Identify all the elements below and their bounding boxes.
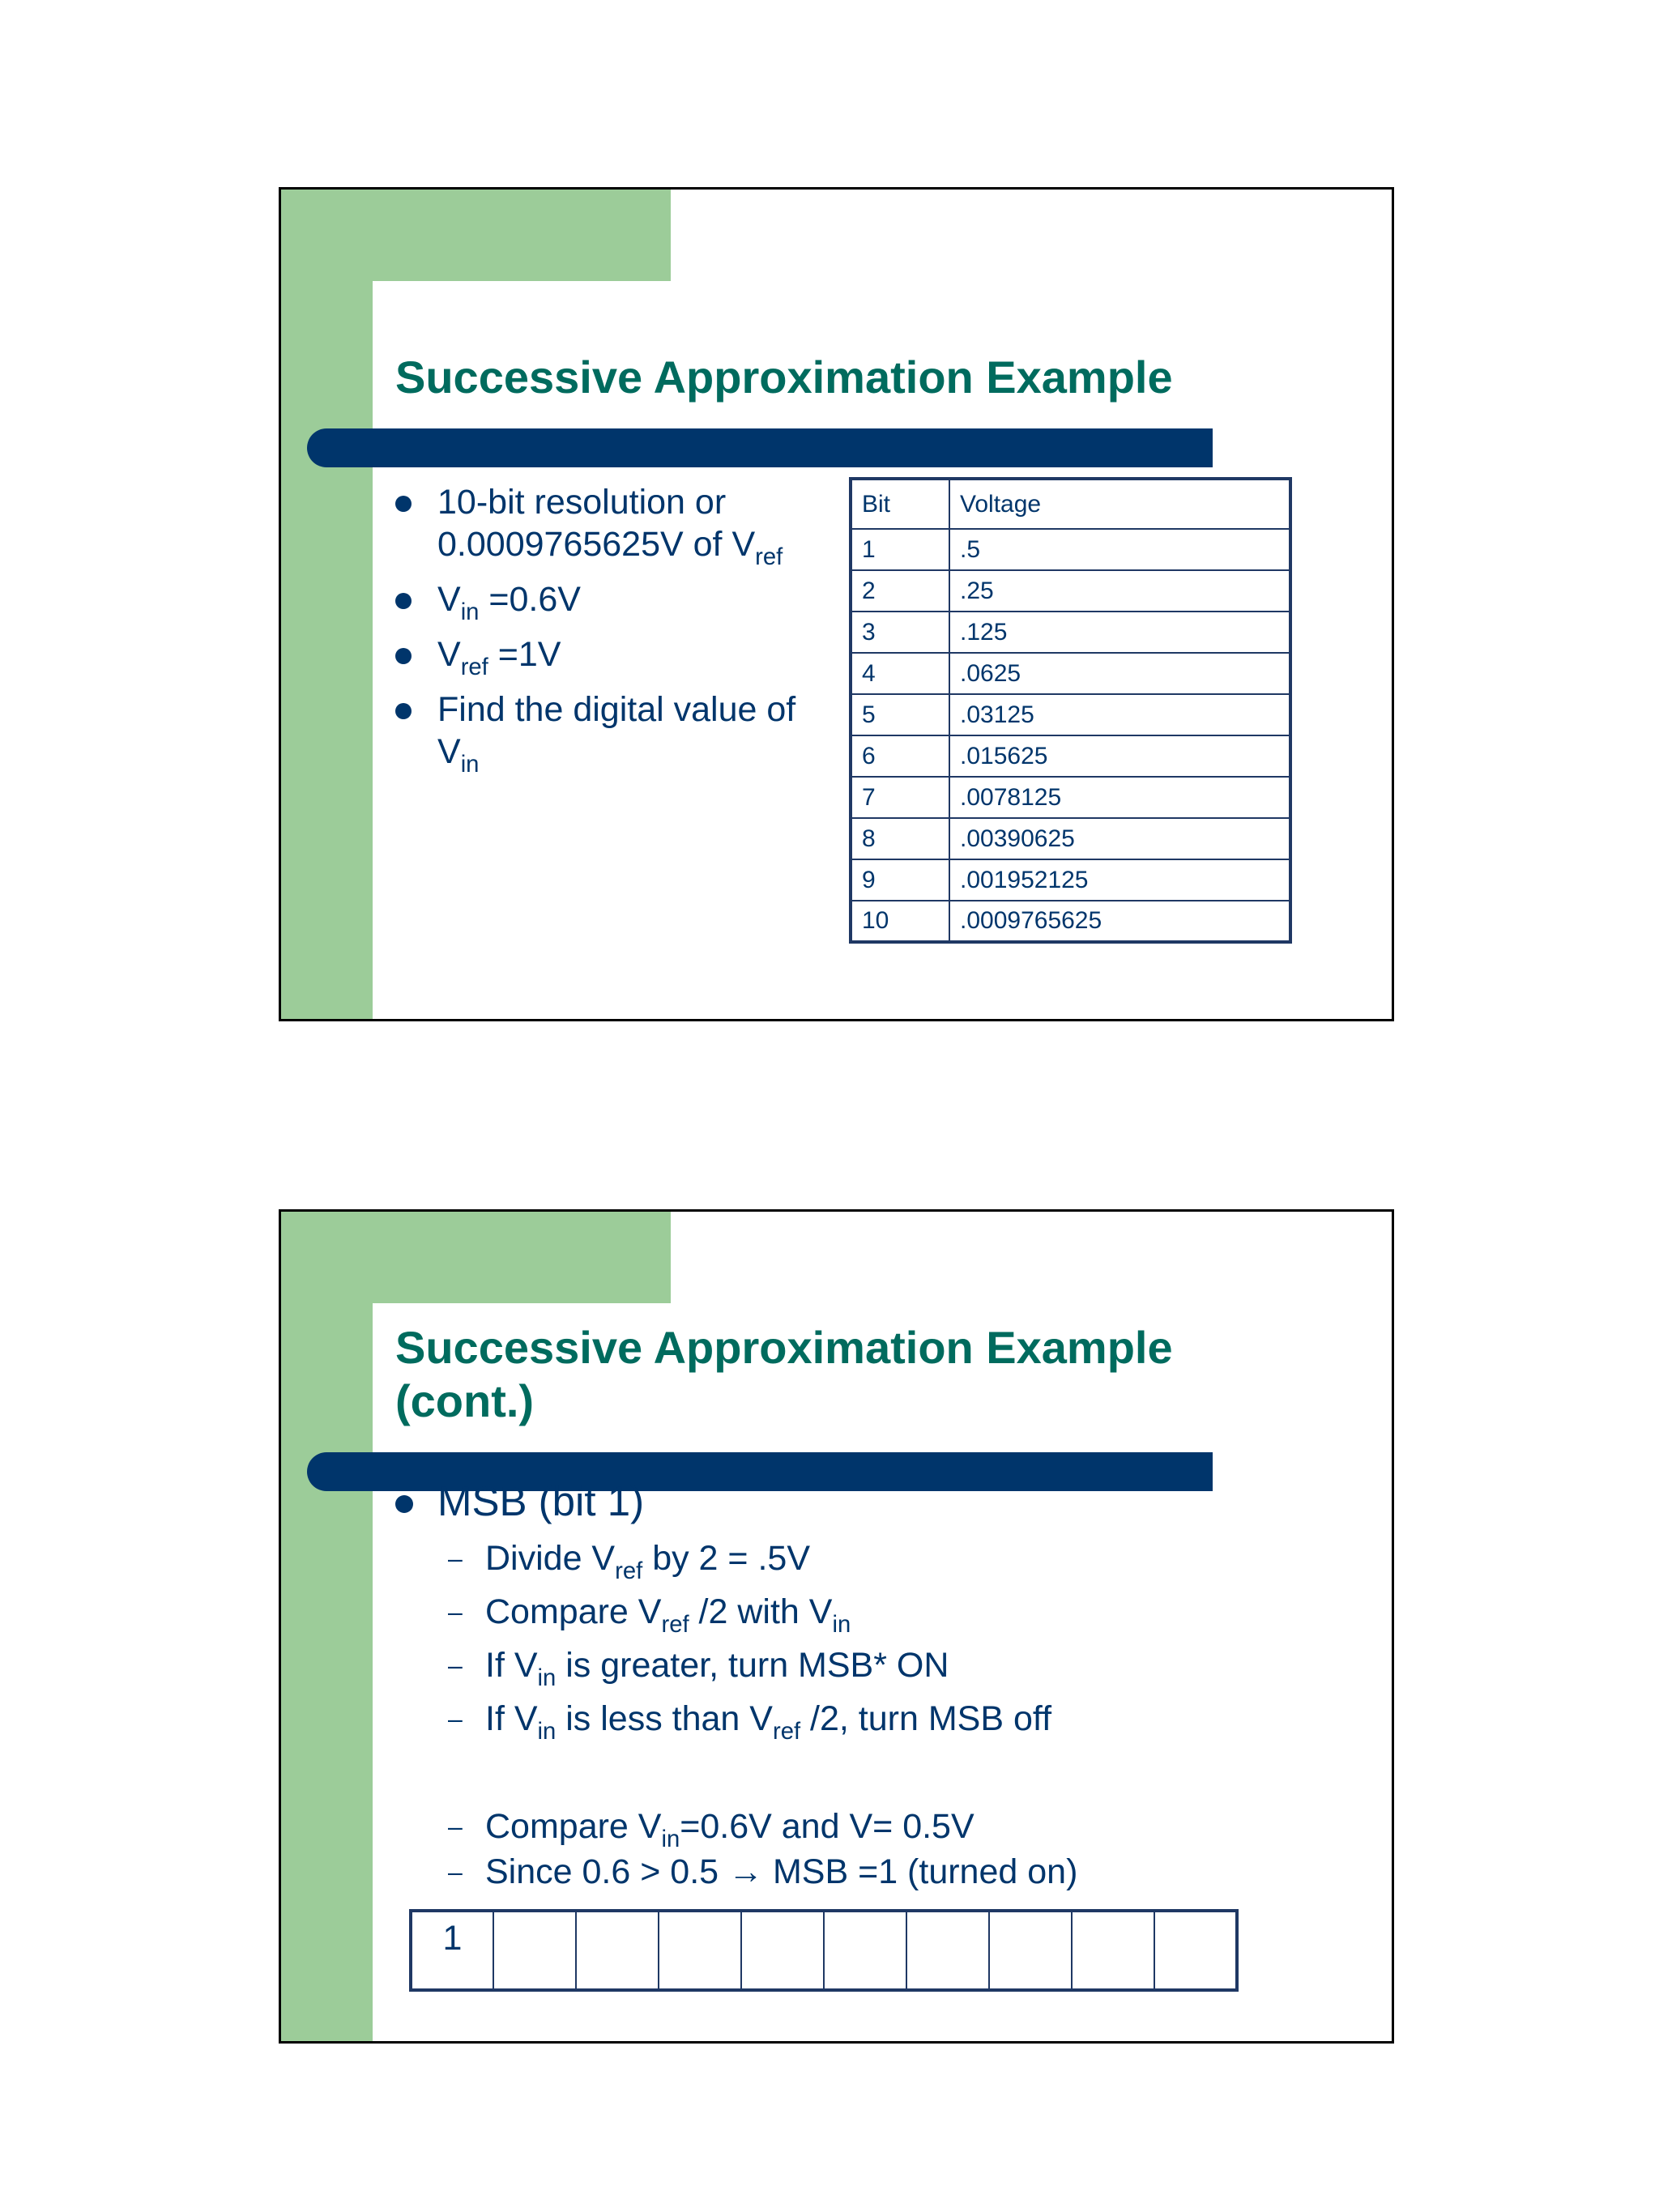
bit-cell <box>576 1911 659 1990</box>
table-cell: .03125 <box>949 694 1290 735</box>
table-cell: .001952125 <box>949 859 1290 901</box>
sub-bullet-compare-values: – Compare $V_{in}=0.6V$ and V= 0.5V <box>448 1804 1077 1849</box>
table-cell: .00390625 <box>949 818 1290 859</box>
slide-title-line-1: Successive Approximation Example <box>395 1322 1173 1373</box>
sub-bullet-compare: – Compare $V_{ref}$ /2 with $V_{in}$ <box>448 1585 1051 1639</box>
bit-cell: 1 <box>411 1911 493 1990</box>
table-cell: 9 <box>851 859 949 901</box>
slide-title-line-2: (cont.) <box>395 1375 535 1426</box>
table-row <box>851 735 1290 777</box>
table-row <box>851 694 1290 735</box>
table-row <box>851 859 1290 901</box>
table-cell: .015625 <box>949 735 1290 777</box>
bit-cell <box>1154 1911 1237 1990</box>
sub-bullet-list <box>448 1532 1051 1745</box>
main-bullet: MSB (bit 1) <box>395 1476 644 1528</box>
green-top-band <box>281 190 671 281</box>
table-cell: 8 <box>851 818 949 859</box>
slide-title <box>395 1321 1173 1428</box>
table-cell: .125 <box>949 612 1290 653</box>
bit-register-row <box>411 1911 1237 1990</box>
bullet-vref: $V_{ref} =1V$ <box>395 633 818 676</box>
table-row <box>851 901 1290 942</box>
table-row <box>851 529 1290 570</box>
bit-cell <box>906 1911 989 1990</box>
table-header-row <box>851 479 1290 529</box>
table-row <box>851 570 1290 612</box>
slide-1 <box>279 187 1394 1021</box>
green-side-band <box>281 1212 373 2041</box>
bit-voltage-table <box>849 477 1292 944</box>
green-top-band <box>281 1212 671 1303</box>
green-side-band <box>281 190 373 1019</box>
table-cell: 3 <box>851 612 949 653</box>
slide-title: Successive Approximation Example <box>395 352 1173 403</box>
table-cell: 1 <box>851 529 949 570</box>
table-cell: .25 <box>949 570 1290 612</box>
title-underline-bar <box>307 428 1213 467</box>
table-cell: 4 <box>851 653 949 694</box>
table-cell: .0078125 <box>949 777 1290 818</box>
table-header-bit: Bit <box>851 479 949 529</box>
table-cell: 7 <box>851 777 949 818</box>
table-cell: .0625 <box>949 653 1290 694</box>
bit-cell <box>824 1911 906 1990</box>
table-cell: 5 <box>851 694 949 735</box>
table-cell: .0009765625 <box>949 901 1290 942</box>
bit-cell <box>1072 1911 1154 1990</box>
table-cell: 6 <box>851 735 949 777</box>
table-row <box>851 818 1290 859</box>
bullet-list <box>395 481 818 786</box>
bit-register-table <box>409 1909 1239 1992</box>
bullet-find: Find the digital value of $V_{in}$ <box>395 688 818 773</box>
bit-cell <box>989 1911 1072 1990</box>
slide-2 <box>279 1209 1394 2044</box>
bit-cell <box>659 1911 741 1990</box>
table-cell: .5 <box>949 529 1290 570</box>
sub-bullet-list-2 <box>448 1804 1077 1894</box>
table-cell: 10 <box>851 901 949 942</box>
sub-bullet-less: – If $V_{in}$ is less than $V_{ref}$ /2, turn MSB off <box>448 1692 1051 1745</box>
bullet-resolution: 10-bit resolution or 0.0009765625V of $V_{ref}$ <box>395 481 818 565</box>
bit-cell <box>741 1911 824 1990</box>
table-row <box>851 653 1290 694</box>
table-cell: 2 <box>851 570 949 612</box>
table-row <box>851 612 1290 653</box>
sub-bullet-greater: – If $V_{in}$ is greater, turn MSB* ON <box>448 1639 1051 1692</box>
bullet-vin: $V_{in} =0.6V$ <box>395 578 818 620</box>
sub-bullet-since: – Since 0.6 > 0.5 → MSB =1 (turned on) <box>448 1849 1077 1894</box>
bit-cell <box>493 1911 576 1990</box>
table-row <box>851 777 1290 818</box>
table-header-voltage: Voltage <box>949 479 1290 529</box>
sub-bullet-divide: – Divide $V_{ref}$ by 2 = .5V <box>448 1532 1051 1585</box>
